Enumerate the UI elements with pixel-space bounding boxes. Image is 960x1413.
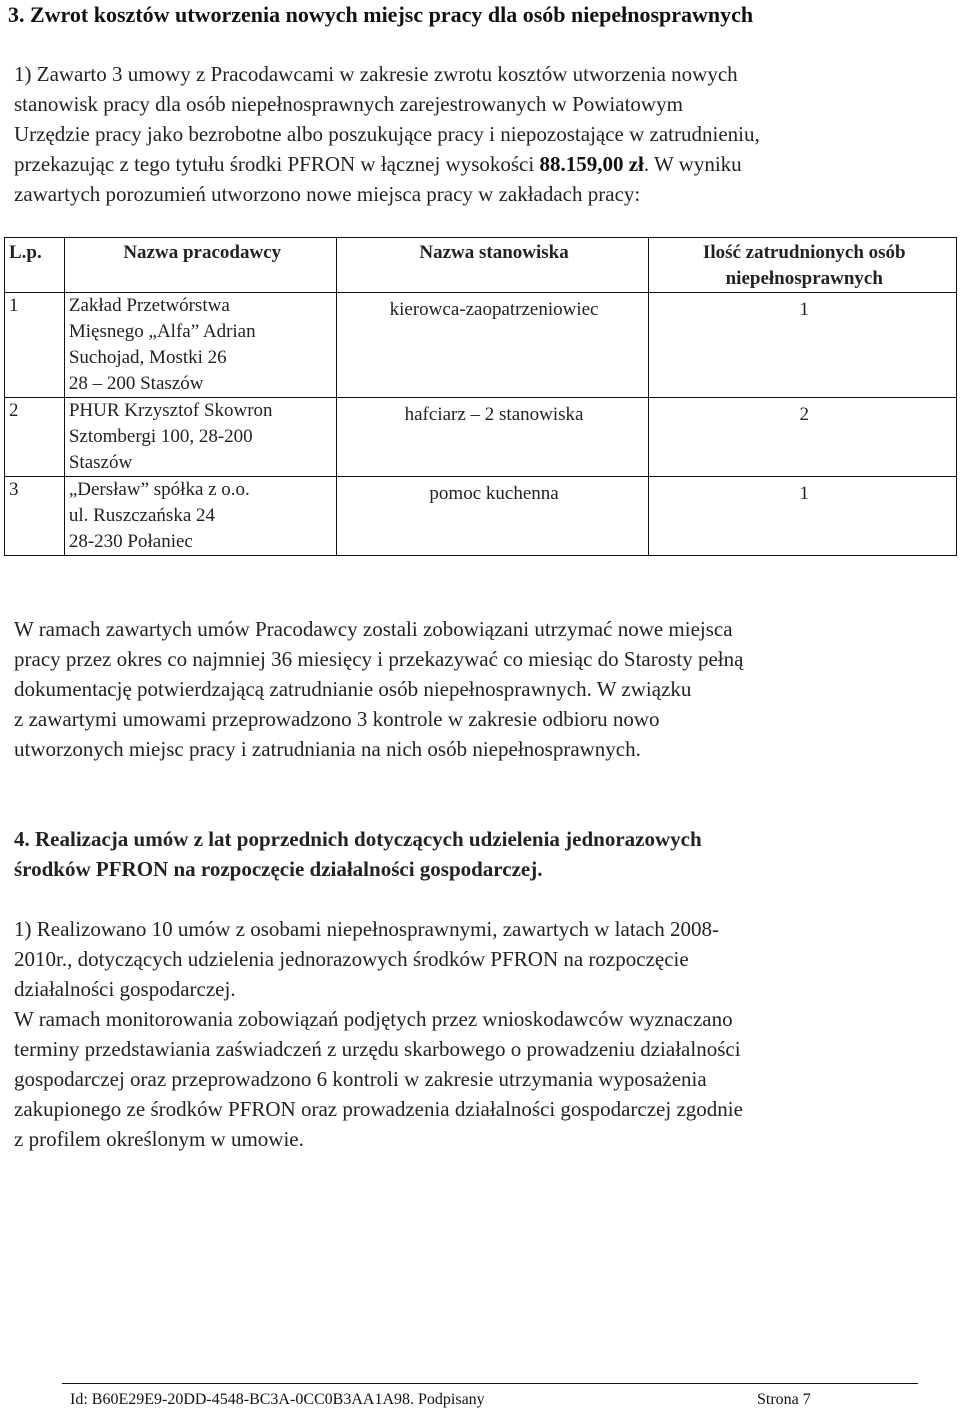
table-row	[5, 477, 957, 556]
paragraph-line-with-amount	[14, 149, 954, 179]
row-employer	[64, 477, 336, 556]
footer-divider	[62, 1383, 918, 1384]
row-employer	[64, 398, 336, 477]
paragraph-line: pracy przez okres co najmniej 36 miesięcy i przekazywać co miesiąc do Starosty pełną	[14, 647, 744, 671]
row-lp: 3	[5, 477, 65, 556]
heading-line: 4. Realizacja umów z lat poprzednich dotyczących udzielenia jednorazowych	[14, 827, 702, 851]
header-count: Ilość zatrudnionych osób niepełnosprawnych	[648, 238, 956, 293]
paragraph-line: W ramach monitorowania zobowiązań podjętych przez wnioskodawców wyznaczano	[14, 1007, 733, 1031]
employer-line: Zakład Przetwórstwa	[68, 295, 230, 316]
row-count: 2	[648, 398, 956, 477]
employer-line: Sztombergi 100, 28-200	[68, 426, 253, 447]
header-position: Nazwa stanowiska	[336, 238, 648, 293]
paragraph-line: stanowisk pracy dla osób niepełnosprawnych zarejestrowanych w Powiatowym	[14, 92, 683, 116]
paragraph-line: zawartych porozumień utworzono nowe miejsca pracy w zakładach pracy:	[14, 182, 641, 206]
section-3-paragraph-2	[14, 614, 954, 764]
table-row	[5, 293, 957, 398]
header-lp: L.p.	[5, 238, 65, 293]
paragraph-line: terminy przedstawiania zaświadczeń z urzędu skarbowego o prowadzeniu działalności	[14, 1037, 741, 1061]
row-count: 1	[648, 477, 956, 556]
section-3-paragraph-1	[14, 59, 954, 209]
table-row	[5, 398, 957, 477]
paragraph-line: W ramach zawartych umów Pracodawcy zostali zobowiązani utrzymać nowe miejsca	[14, 617, 733, 641]
row-position: pomoc kuchenna	[336, 477, 648, 556]
employer-line: 28 – 200 Staszów	[68, 373, 204, 394]
row-position: kierowca-zaopatrzeniowiec	[336, 293, 648, 398]
pfron-amount: 88.159,00 zł	[539, 152, 644, 176]
paragraph-line: 1) Zawarto 3 umowy z Pracodawcami w zakresie zwrotu kosztów utworzenia nowych	[14, 62, 738, 86]
footer-document-id: Id: B60E29E9-20DD-4548-BC3A-0CC0B3AA1A98. Podpisany	[70, 1391, 485, 1408]
employer-line: Suchojad, Mostki 26	[68, 347, 227, 368]
employer-line: Staszów	[68, 452, 133, 473]
paragraph-line: z profilem określonym w umowie.	[14, 1127, 304, 1151]
page-number: Strona 7	[757, 1391, 811, 1408]
paragraph-line: utworzonych miejsc pracy i zatrudniania na nich osób niepełnosprawnych.	[14, 737, 641, 761]
paragraph-line: działalności gospodarczej.	[14, 977, 236, 1001]
paragraph-line: gospodarczej oraz przeprowadzono 6 kontroli w zakresie utrzymania wyposażenia	[14, 1067, 707, 1091]
section-4-paragraph	[14, 914, 954, 1154]
row-lp: 2	[5, 398, 65, 477]
paragraph-text: przekazując z tego tytułu środki PFRON w łącznej wysokości	[14, 152, 540, 176]
employer-line: Mięsnego „Alfa” Adrian	[68, 321, 256, 342]
employer-line: 28-230 Połaniec	[68, 531, 193, 552]
paragraph-text: . W wyniku	[643, 152, 742, 176]
row-employer	[64, 293, 336, 398]
employer-line: „Dersław” spółka z o.o.	[68, 479, 250, 500]
table-header-row	[5, 238, 957, 293]
paragraph-line: zakupionego ze środków PFRON oraz prowadzenia działalności gospodarczej zgodnie	[14, 1097, 743, 1121]
row-lp: 1	[5, 293, 65, 398]
employer-line: ul. Ruszczańska 24	[68, 505, 215, 526]
row-count: 1	[648, 293, 956, 398]
heading-line: środków PFRON na rozpoczęcie działalności gospodarczej.	[14, 857, 543, 881]
header-employer: Nazwa pracodawcy	[64, 238, 336, 293]
employer-line: PHUR Krzysztof Skowron	[68, 400, 273, 421]
row-position: hafciarz – 2 stanowiska	[336, 398, 648, 477]
paragraph-line: Urzędzie pracy jako bezrobotne albo poszukujące pracy i niepozostające w zatrudnieniu,	[14, 122, 760, 146]
paragraph-line: dokumentację potwierdzającą zatrudnianie osób niepełnosprawnych. W związku	[14, 677, 692, 701]
paragraph-line: 2010r., dotyczących udzielenia jednorazowych środków PFRON na rozpoczęcie	[14, 947, 689, 971]
section-3-heading: 3. Zwrot kosztów utworzenia nowych miejsc pracy dla osób niepełnosprawnych	[8, 2, 754, 27]
paragraph-line: 1) Realizowano 10 umów z osobami niepełnosprawnymi, zawartych w latach 2008-	[14, 917, 720, 941]
paragraph-line: z zawartymi umowami przeprowadzono 3 kontrole w zakresie odbioru nowo	[14, 707, 660, 731]
section-4-heading	[14, 824, 954, 884]
employers-table	[4, 237, 957, 556]
